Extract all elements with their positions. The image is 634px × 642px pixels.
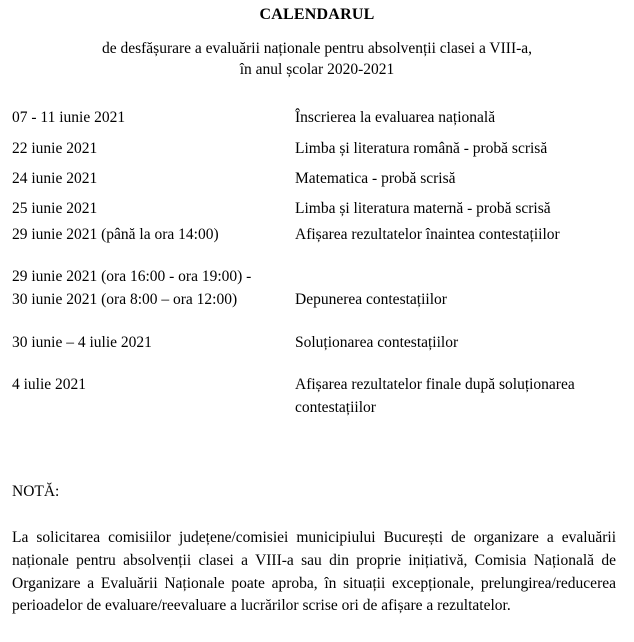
- schedule-date-line-2: 30 iunie 2021 (ora 8:00 – ora 12:00): [12, 291, 238, 308]
- schedule-event: Matematica - probă scrisă: [295, 170, 456, 187]
- schedule-event-line-2: contestațiilor: [295, 399, 376, 416]
- schedule-event: Soluționarea contestațiilor: [295, 334, 459, 351]
- schedule-date-line-1: 29 iunie 2021 (ora 16:00 - ora 19:00) -: [12, 268, 252, 285]
- schedule-event: Depunerea contestațiilor: [295, 291, 447, 308]
- document-title: CALENDARUL: [259, 6, 375, 23]
- schedule-event: Limba și literatura română - probă scrisă: [295, 140, 548, 157]
- schedule-date: 22 iunie 2021: [12, 140, 98, 157]
- schedule-date: 30 iunie – 4 iulie 2021: [12, 334, 152, 351]
- note-heading: NOTĂ:: [12, 483, 60, 500]
- document-subtitle-line-2: în anul școlar 2020-2021: [239, 61, 395, 78]
- schedule-event-line-1: Afișarea rezultatelor finale după soluționarea: [295, 376, 575, 393]
- schedule-date: 07 - 11 iunie 2021: [12, 109, 126, 126]
- schedule-date: 24 iunie 2021: [12, 170, 98, 187]
- schedule-date: 29 iunie 2021 (până la ora 14:00): [12, 226, 219, 243]
- document-subtitle-line-1: de desfășurare a evaluării naționale pentru absolvenții clasei a VIII-a,: [101, 40, 533, 57]
- note-text: La solicitarea comisiilor județene/comisiei municipiului București de organizare a evaluării naționale pentru absolvenții clasei a VIII-a sau din proprie inițiativă, Comisia Națională de Organizare a Evaluării Naționale poate aproba, în situații excepționale, prelungirea/reducerea perioadelor de evaluare/reevaluare a lucrărilor scrise ori de afișare a rezultatelor.: [12, 529, 616, 615]
- schedule-event: Înscrierea la evaluarea națională: [295, 109, 496, 126]
- schedule-date: 4 iulie 2021: [12, 376, 87, 393]
- schedule-date: 25 iunie 2021: [12, 200, 98, 217]
- schedule-event: Afișarea rezultatelor înaintea contestațiilor: [295, 226, 560, 243]
- schedule-event: Limba și literatura maternă - probă scrisă: [295, 200, 551, 217]
